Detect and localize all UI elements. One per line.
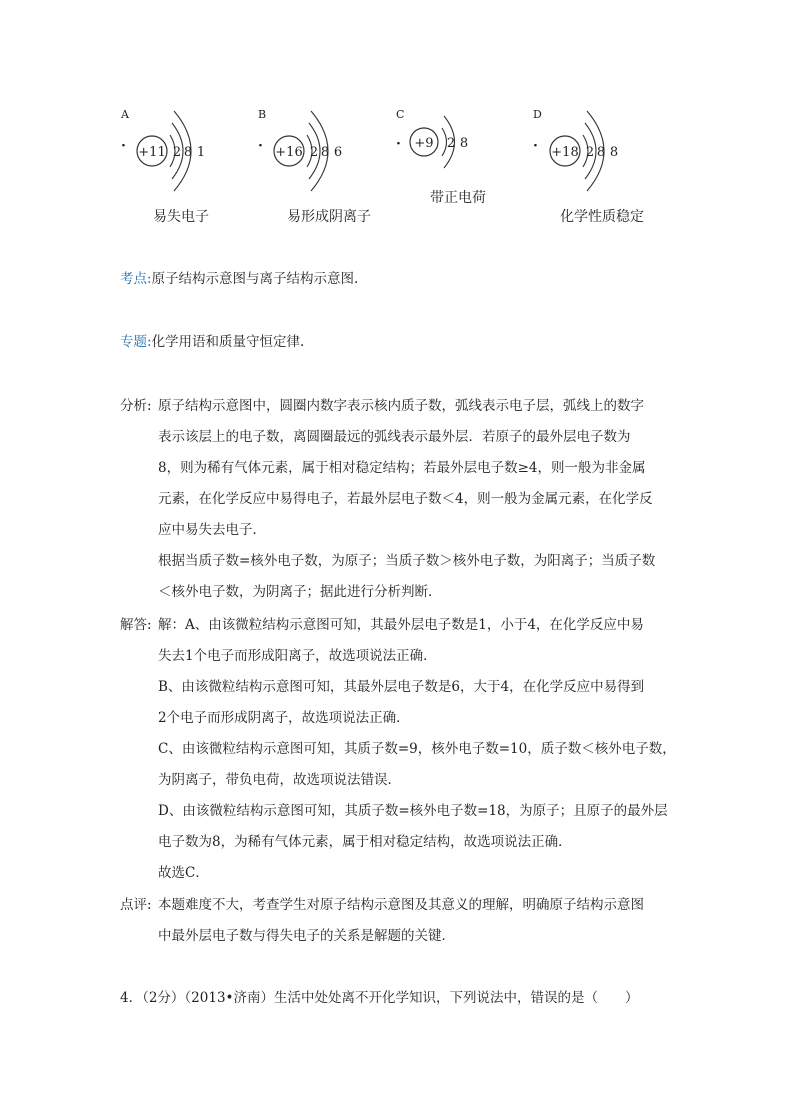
fenxi-line: 根据当质子数=核外电子数，为原子；当质子数＞核外电子数，为阳离子；当质子数: [158, 553, 656, 569]
dianping-label: 点评:: [120, 897, 152, 913]
option-b-caption: 易形成阴离子: [287, 209, 371, 225]
fenxi-label: 分析:: [120, 398, 152, 414]
option-b-letter: B: [258, 108, 267, 121]
option-a-shell-1: 2: [172, 145, 182, 160]
option-c-shell-2: 8: [459, 136, 469, 151]
jieda-line: 解：A、由该微粒结构示意图可知，其最外层电子数是1，小于4，在化学反应中易: [158, 617, 644, 633]
option-d-caption: 化学性质稳定: [560, 209, 644, 225]
fenxi-line: 元素，在化学反应中易得电子，若最外层电子数＜4，则一般为金属元素，在化学反: [158, 491, 653, 507]
zhuanti-section: [120, 332, 304, 352]
option-c-nucleus: +9: [414, 136, 434, 151]
option-a-shell-2: 8: [183, 145, 193, 160]
fenxi-line: ＜核外电子数，为阴离子；据此进行分析判断．: [158, 584, 442, 600]
kaodian-text: 原子结构示意图与离子结构示意图.: [151, 271, 359, 287]
jieda-label: 解答:: [120, 617, 152, 633]
option-b-structure-diagram: [271, 105, 351, 193]
jieda-line: 故选C．: [158, 865, 209, 881]
option-d-structure-diagram: [547, 105, 627, 193]
option-c-shell-1: 2: [446, 136, 456, 151]
option-a-caption: 易失电子: [153, 209, 209, 225]
option-d-shell-2: 8: [596, 145, 606, 160]
option-d-shell-1: 2: [585, 145, 595, 160]
option-b-shell-2: 8: [320, 145, 330, 160]
option-d-nucleus: +18: [551, 145, 579, 160]
option-b-dot: ·: [258, 138, 263, 154]
option-b-shell-1: 2: [309, 145, 319, 160]
dianping-line: 中最外层电子数与得失电子的关系是解题的关键．: [158, 928, 455, 944]
jieda-line: 2个电子而形成阴离子，故选项说法正确．: [158, 710, 410, 726]
fenxi-line: 8，则为稀有气体元素，属于相对稳定结构；若最外层电子数≥4，则一般为非金属: [158, 460, 646, 476]
option-a-shell-3: 1: [196, 145, 206, 160]
jieda-line: 电子数为8，为稀有气体元素，属于相对稳定结构，故选项说法正确．: [158, 834, 572, 850]
fenxi-line: 应中易失去电子．: [158, 522, 266, 538]
zhuanti-text: 化学用语和质量守恒定律.: [151, 334, 305, 350]
fenxi-line: 原子结构示意图中，圆圈内数字表示核内质子数，弧线表示电子层，弧线上的数字: [158, 398, 644, 414]
option-b-nucleus: +16: [275, 145, 303, 160]
option-a-structure-diagram: [134, 105, 214, 193]
option-d-shell-3: 8: [609, 145, 619, 160]
option-a-nucleus: +11: [138, 145, 166, 160]
option-a-letter: A: [121, 108, 129, 121]
option-b-shell-3: 6: [333, 145, 343, 160]
option-c-structure-diagram: [408, 110, 472, 174]
question-4: 4．（2分）（2013•济南）生活中处处离不开化学知识，下列说法中，错误的是（ ）: [120, 990, 639, 1006]
option-c-caption: 带正电荷: [430, 190, 486, 206]
fenxi-line: 表示该层上的电子数，离圆圈最远的弧线表示最外层．若原子的最外层电子数为: [158, 429, 631, 445]
jieda-line: C、由该微粒结构示意图可知，其质子数=9，核外电子数=10，质子数＜核外电子数，: [158, 741, 676, 757]
jieda-line: 为阴离子，带负电荷，故选项说法错误．: [158, 772, 401, 788]
option-a-dot: ·: [121, 138, 126, 154]
option-c-letter: C: [396, 108, 405, 121]
option-d-letter: D: [533, 108, 542, 121]
jieda-line: 失去1个电子而形成阳离子，故选项说法正确．: [158, 648, 437, 664]
dianping-line: 本题难度不大，考查学生对原子结构示意图及其意义的理解，明确原子结构示意图: [158, 897, 644, 913]
jieda-line: D、由该微粒结构示意图可知，其质子数=核外电子数=18，为原子；且原子的最外层: [158, 803, 668, 819]
kaodian-label: 考点:: [120, 271, 152, 287]
jieda-line: B、由该微粒结构示意图可知，其最外层电子数是6，大于4，在化学反应中易得到: [158, 679, 645, 695]
zhuanti-label: 专题:: [120, 334, 152, 350]
kaodian-section: [120, 269, 358, 289]
option-d-dot: ·: [533, 138, 538, 154]
option-c-dot: ·: [396, 136, 401, 152]
